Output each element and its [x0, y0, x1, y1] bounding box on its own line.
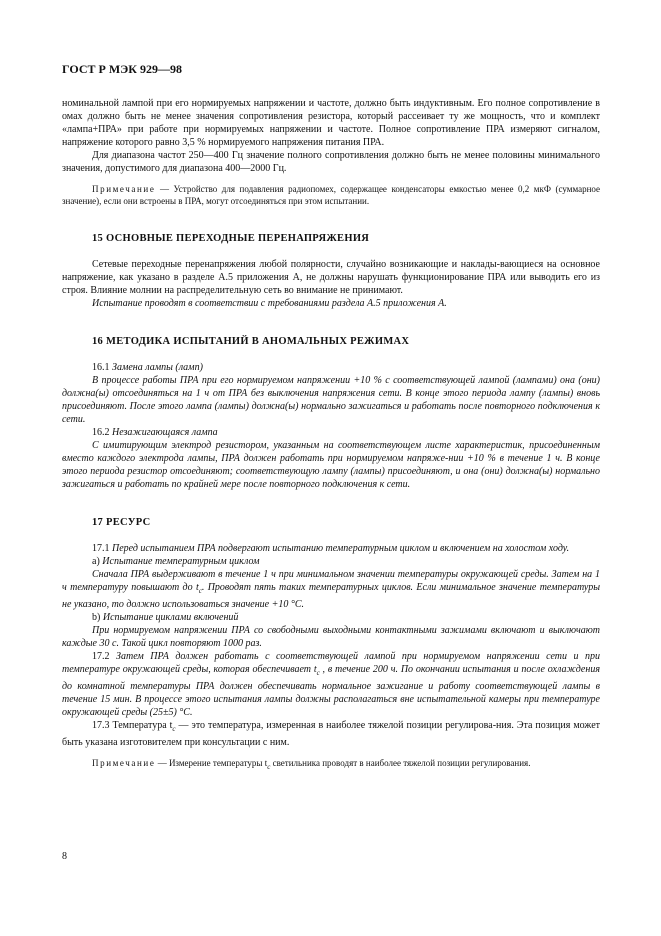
clause-title: Замена лампы (ламп): [112, 362, 203, 373]
section-16-title: 16 МЕТОДИКА ИСПЫТАНИЙ В АНОМАЛЬНЫХ РЕЖИМАХ: [92, 336, 410, 347]
item-label: b): [92, 612, 101, 623]
subscript: c: [198, 587, 202, 595]
clause-number: 17.3: [92, 720, 110, 731]
clause-text: Перед испытанием ПРА подвергают испытанию температурным циклом и включением на холостом ходу.: [112, 543, 570, 554]
clause-text: [62, 651, 600, 718]
note-text: — Устройство для подавления радиопомех, содержащее конденсаторы емкостью менее 0,2 мкФ (суммарное значение), если они встроены в ПРА, могут отсоединяться при этом испытании.: [62, 184, 600, 206]
item-title: Испытание циклами включений: [102, 612, 239, 623]
page-number: 8: [62, 851, 67, 862]
clause-number: 17.1: [92, 543, 110, 554]
section-17-b-text: При нормируемом напряжении ПРА со свободными выходными контактными зажимами включают и выключают каждые 30 с. Такой цикл повторяют 1000 раз.: [62, 625, 600, 649]
item-label: a): [92, 556, 100, 567]
document-header: ГОСТ Р МЭК 929—98: [62, 62, 182, 76]
clause-number: 16.1: [92, 362, 110, 373]
section-15-test-paragraph: Испытание проводят в соответствии с требованиями раздела А.5 приложения А.: [92, 298, 447, 309]
text-part: — Измерение температуры t: [155, 758, 268, 768]
note-label: Примечание: [92, 184, 156, 194]
section-15-paragraph: Сетевые переходные перенапряжения любой полярности, случайно возникающие и наклады-вающиеся на основное напряжение, как указано в разделе А.5 приложения А, не должны нарушать функционирование ПРА или выводить его из строя. Влияние молнии на распределительную сеть во внимание не принимают.: [62, 259, 600, 296]
paragraph-intro: номинальной лампой при его нормируемых напряжении и частоте, должно быть индуктивным. Его полное сопротивление в омах должно быть не менее значения сопротивления резистора, который рассеивает ту же мощность, что и комплект «лампа+ПРА» при работе при нормируемых напряжении и частоте. Полное сопротивление ПРА измеряют сигналом, напряжение которого равно 3,5 % нормируемого напряжения питания ПРА.: [62, 98, 600, 148]
document-page: [62, 62, 600, 773]
note-temperature: [62, 757, 600, 773]
paragraph-frequency: Для диапазона частот 250—400 Гц значение полного сопротивления должно быть не менее половины минимального значения, допустимого для диапазона 400—2000 Гц.: [62, 150, 600, 174]
text-part: Температура t: [112, 720, 173, 731]
section-16-2-heading: [62, 426, 600, 439]
item-title: Испытание температурным циклом: [102, 556, 260, 567]
subscript: c: [172, 725, 176, 733]
clause-number: 17.2: [92, 651, 110, 662]
section-16-1-text: В процессе работы ПРА при его нормируемом напряжении +10 % с соответствующей лампой (лампами) она (они) должна(ы) отсоединяться на 1 ч от ПРА без выключения напряжения сети. В конце этого периода лампу (лампы) вновь присоединяют. После этого лампа (лампы) должна(ы) нормально зажигаться и работать после повторного подключения к сети.: [62, 375, 600, 425]
text-part: , в течение 200 ч. По окончании испытания и после охлаждения до комнатной температуры ПРА должен обеспечивать нормальное зажигание и работу соответствующей лампы в течение 15 мин. В процессе этого испытания лампы должны располагаться вне испытательной камеры при температуре окружающей среды (25±5) °С.: [62, 664, 600, 718]
text-part: Сначала ПРА выдерживают в течение 1 ч при минимальном значении температуры окружающей среды. Затем на 1 ч температуру повышают до t: [62, 569, 600, 593]
clause-title: Незажигающаяся лампа: [112, 427, 218, 438]
subscript: c: [316, 669, 320, 677]
note-label: Примечание: [92, 758, 156, 768]
note-radio-suppression: [62, 183, 600, 207]
text-part: Затем ПРА должен работать с соответствующей лампой при нормируемом напряжении сети и при температуре окружающей среды, которая обеспечивает t: [62, 651, 601, 675]
section-17-2-paragraph: [62, 650, 600, 719]
section-17-title: 17 РЕСУРС: [92, 517, 151, 528]
section-17-1-paragraph: [62, 542, 600, 555]
subscript: c: [267, 762, 271, 771]
text-part: . Проводят пять таких температурных циклов. Если минимальное значение температуры не указано, то должно использоваться значение +10 °С.: [62, 582, 600, 610]
section-16-1-heading: [62, 361, 600, 374]
section-16-2-text: С имитирующим электрод резистором, указанным на соответствующем листе характеристик, присоединенным вместо каждого электрода лампы, ПРА должен работать при нормируемом напряже-нии +10 % в течение 1 ч. В конце этого периода резистор отсоединяют; соответствующую лампу (лампы) присоединяют, и она (они) должна(ы) нормально зажигаться и работать по крайней мере после повторного подключения к сети.: [62, 440, 600, 490]
section-17-a-heading: [62, 555, 600, 568]
section-15-title: 15 ОСНОВНЫЕ ПЕРЕХОДНЫЕ ПЕРЕНАПРЯЖЕНИЯ: [92, 233, 370, 244]
text-part: светильника проводят в наиболее тяжелой позиции регулирования.: [270, 758, 531, 768]
section-17-3-paragraph: [62, 719, 600, 749]
text-part: — это температура, измеренная в наиболее тяжелой позиции регулирова-ния. Эта позиция может быть указана изготовителем при консультации с ним.: [62, 720, 600, 748]
clause-number: 16.2: [92, 427, 110, 438]
section-17-b-heading: [62, 611, 600, 624]
section-17-a-text: [62, 568, 600, 611]
